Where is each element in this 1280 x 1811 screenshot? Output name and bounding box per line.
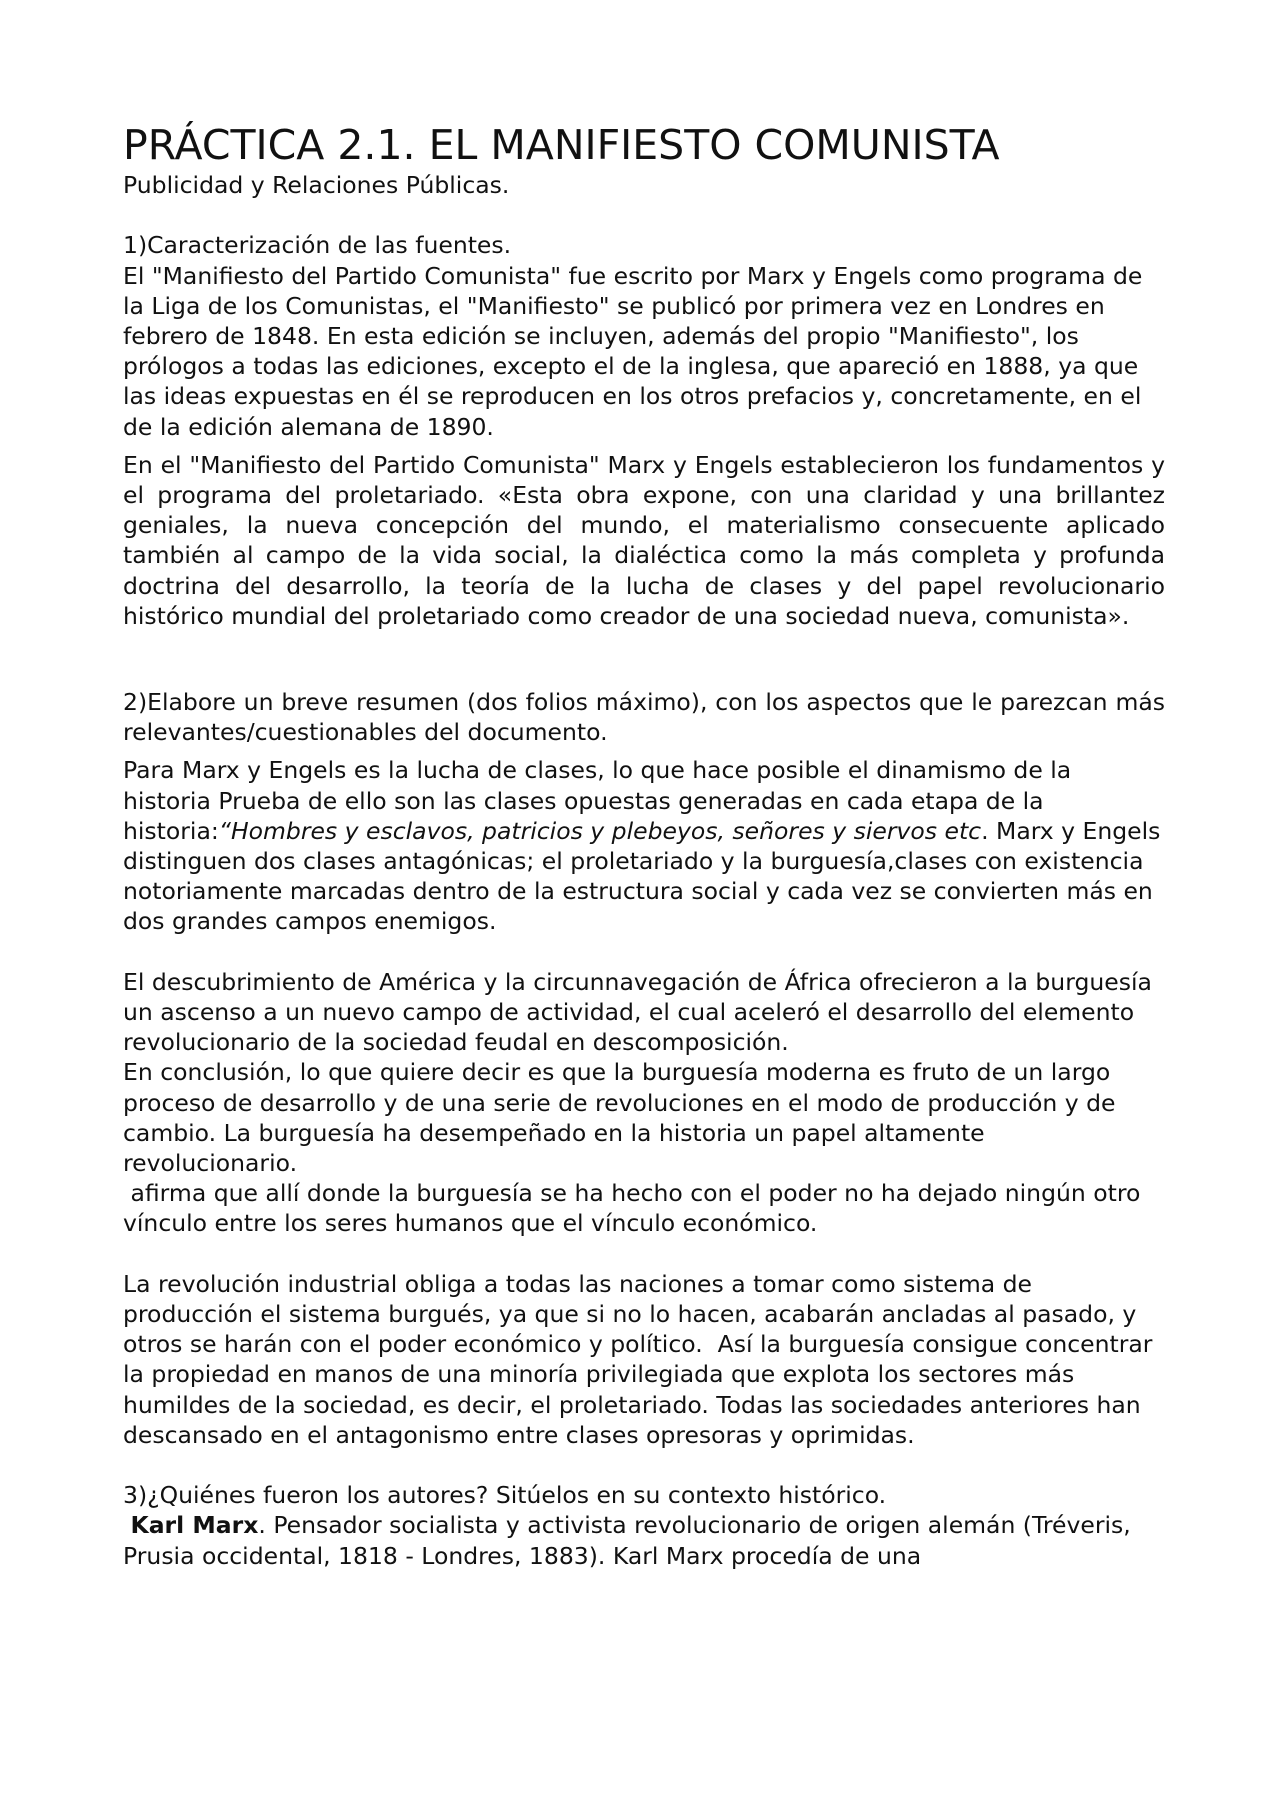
section2-paragraph-2: El descubrimiento de América y la circunnavegación de África ofrecieron a la burguesía un ascenso a un nuevo campo de actividad, el cual aceleró el desarrollo del elemento revolucionario de la sociedad feudal en descomposición. <box>123 967 1152 1057</box>
section2-paragraph-3: En conclusión, lo que quiere decir es que la burguesía moderna es fruto de un largo proceso de desarrollo y de una serie de revoluciones en el modo de producción y de cambio. La burguesía ha desempeñado en la historia un papel altamente revolucionario. <box>123 1058 1116 1178</box>
page-subtitle: Publicidad y Relaciones Públicas. <box>123 171 510 199</box>
spacer <box>123 937 1165 967</box>
author-description: . Pensador socialista y activista revolucionario de origen alemán (Tréveris, Prusia occidental, 1818 - Londres, 1883). Karl Marx procedía de una <box>123 1511 1131 1570</box>
section1-heading: 1)Caracterización de las fuentes. <box>123 231 512 260</box>
section2-paragraph-4: afirma que allí donde la burguesía se ha hecho con el poder no ha dejado ningún otro vínculo entre los seres humanos que el vínculo económico. <box>123 1179 1148 1238</box>
section2-paragraph-1 <box>123 755 1165 936</box>
page-title: PRÁCTICA 2.1. EL MANIFIESTO COMUNISTA <box>123 121 1000 169</box>
section2-paragraph-1-start: Para Marx y Engels es la lucha de clases, lo que hace posible el dinamismo de la historia Prueba de ello son las clases opuestas generadas en cada etapa de la historia: <box>123 756 1072 845</box>
section2-heading: 2)Elabore un breve resumen (dos folios máximo), con los aspectos que le parezcan más relevantes/cuestionables del documento. <box>123 688 1165 747</box>
section3-heading: 3)¿Quiénes fueron los autores? Sitúelos en su contexto histórico. <box>123 1481 887 1510</box>
section2-paragraph-1-end: . Marx y Engels distinguen dos clases antagónicas; el proletariado y la burguesía,clases con existencia notoriamente marcadas dentro de la estructura social y cada vez se convierten más en dos grandes campos enemigos. <box>123 816 1161 936</box>
spacer <box>123 442 1165 450</box>
spacer <box>123 1239 1165 1269</box>
spacer <box>123 747 1165 755</box>
spacer <box>123 1450 1165 1480</box>
spacer <box>123 631 1165 687</box>
section1-paragraph-1: El "Manifiesto del Partido Comunista" fue escrito por Marx y Engels como programa de la Liga de los Comunistas, el "Manifiesto" se publicó por primera vez en Londres en febrero de 1848. En esta edición se incluyen, además del propio "Manifiesto", los prólogos a todas las ediciones, excepto el de la inglesa, que apareció en 1888, ya que las ideas expuestas en él se reproducen en los otros prefacios y, concretamente, en el de la edición alemana de 1890. <box>123 261 1143 441</box>
section3-paragraph <box>123 1510 1165 1570</box>
author-name: Karl Marx <box>130 1511 259 1540</box>
section2-paragraph-1-quote: “Hombres y esclavos, patricios y plebeyos, señores y siervos etc <box>218 816 982 845</box>
section2-paragraph-5: La revolución industrial obliga a todas las naciones a tomar como sistema de producción el sistema burgués, ya que si no lo hacen, acabarán ancladas al pasado, y otros se harán con el poder económico y político. Así la burguesía consigue concentrar la propiedad en manos de una minoría privilegiada que explota los sectores más humildes de la sociedad, es decir, el proletariado. Todas las sociedades anteriores han descansado en el antagonismo entre clases opresoras y oprimidas. <box>123 1269 1160 1449</box>
section1-paragraph-2: En el "Manifiesto del Partido Comunista" Marx y Engels establecieron los fundamentos y el programa del proletariado. «Esta obra expone, con una claridad y una brillantez geniales, la nueva concepción del mundo, el materialismo consecuente aplicado también al campo de la vida social, la dialéctica como la más completa y profunda doctrina del desarrollo, la teoría de la lucha de clases y del papel revolucionario histórico mundial del proletariado como creador de una sociedad nueva, comunista». <box>123 450 1165 630</box>
document-body <box>123 120 1165 1571</box>
spacer <box>123 200 1165 230</box>
